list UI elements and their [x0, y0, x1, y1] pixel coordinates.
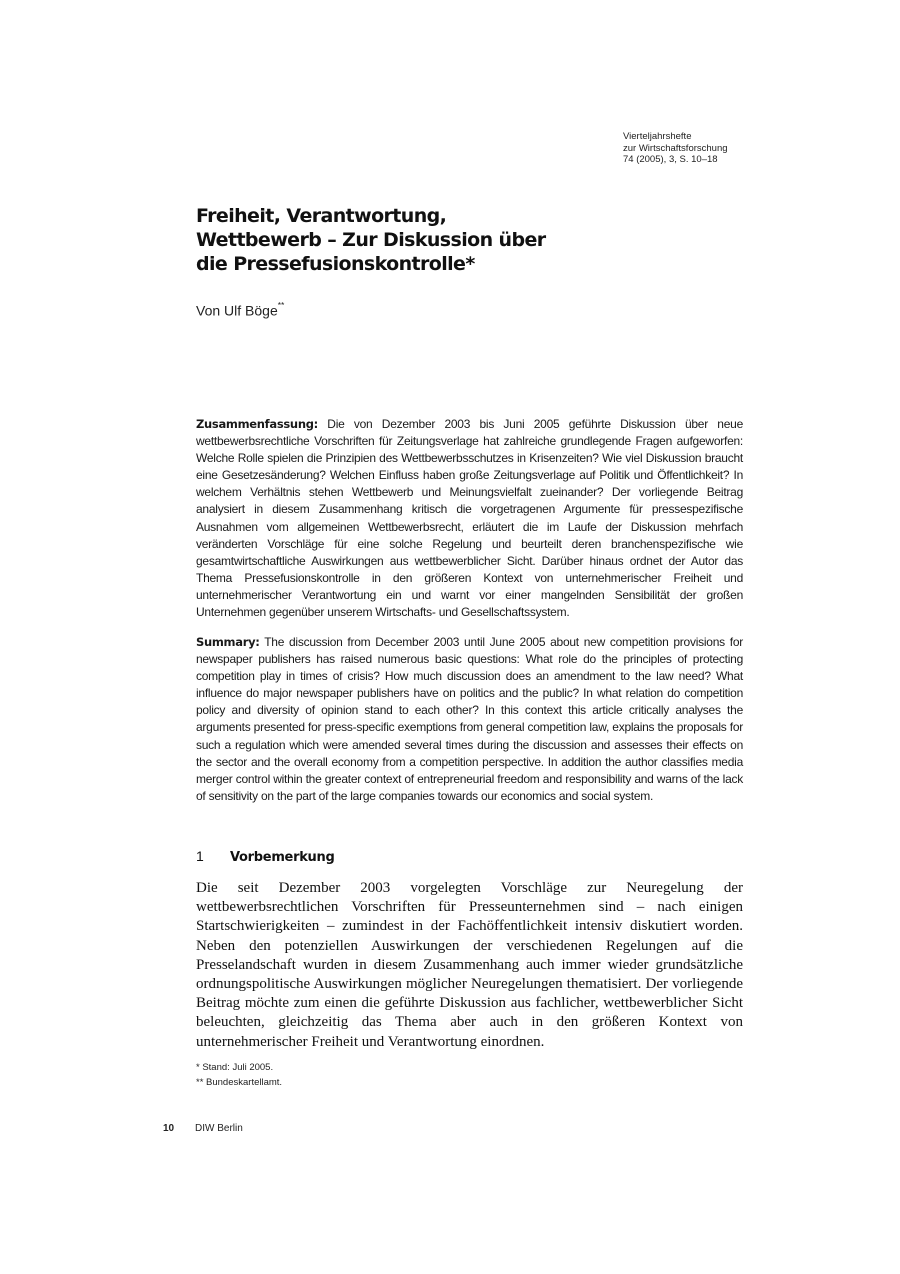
body-paragraph: Die seit Dezember 2003 vorgelegten Vorschläge zur Neuregelung der wettbewerbsrechtlichen Vorschriften für Presseunternehmen sind – nach einigen Startschwierigkeiten – zumindest in der Fachöffentlichkeit intensiv diskutiert worden. Neben den potenziellen Auswirkungen der verschiedenen Regelungen auf die Presselandschaft wurden in diesem Zusammenhang auch immer wieder grundsätzliche ordnungspolitische Auswirkungen möglicher Neuregelungen thematisiert. Der vorliegende Beitrag möchte zum einen die geführte Diskussion aus fachlicher, wettbewerblicher Sicht beleuchten, gleichzeitig das Thema aber auch in den größeren Kontext von unternehmerischer Freiheit und Verantwortung einordnen. — [196, 880, 743, 1050]
publisher-name: DIW Berlin — [195, 1123, 243, 1134]
abstract-english — [196, 634, 743, 805]
article-title — [196, 204, 616, 276]
abstract-german-text: Die von Dezember 2003 bis Juni 2005 geführte Diskussion über neue wettbewerbsrechtliche Vorschriften für Zeitungsverlage hat zahlreiche grundlegende Fragen aufgeworfen: Welche Rolle spielen die Prinzipien des Wettbewerbsschutzes in Krisenzeiten? Wie viel Diskussion braucht eine Gesetzesänderung? Welchen Einfluss haben große Zeitungsverlage auf Politik und Öffentlichkeit? In welchem Verhältnis stehen Wettbewerb und Meinungsvielfalt zueinander? Der vorliegende Beitrag analysiert in diesem Zusammenhang kritisch die vorgetragenen Argumente für pressespezifische Ausnahmen vom allgemeinen Wettbewerbsrecht, erläutert die im Laufe der Diskussion mehrfach veränderten Vorschläge für eine solche Regelung und beurteilt deren branchenspezifische wie gesamtwirtschaftliche Auswirkungen aus wettbewerblicher Sicht. Darüber hinaus ordnet der Autor das Thema Pressefusionskontrolle in den größeren Kontext von unternehmerischer Freiheit und unternehmerischer Verantwortung ein und warnt vor einer mangelnden Sensibilität der großen Unternehmen gegenüber unserem Wirtschafts- und Gesellschaftssystem. — [196, 417, 743, 620]
journal-name-line2: zur Wirtschaftsforschung — [623, 142, 728, 154]
title-line-1: Freiheit, Verantwortung, — [196, 205, 447, 227]
abstract-german — [196, 416, 743, 621]
page-number: 10 — [163, 1123, 175, 1134]
section-number: 1 — [196, 848, 204, 864]
title-line-3: die Pressefusionskontrolle* — [196, 253, 475, 275]
footnote-2: ** Bundeskartellamt. — [196, 1077, 283, 1088]
journal-reference — [623, 131, 823, 166]
journal-volume-issue: 74 (2005), 3, S. 10–18 — [623, 154, 718, 165]
abstract-english-label: Summary: — [196, 635, 260, 649]
title-line-2: Wettbewerb – Zur Diskussion über — [196, 229, 546, 251]
footnote-1: * Stand: Juli 2005. — [196, 1062, 274, 1073]
abstract-german-label: Zusammenfassung: — [196, 417, 318, 431]
abstract-english-text: The discussion from December 2003 until June 2005 about new competition provisions for newspaper publishers has raised numerous basic questions: What role do the principles of protecting competition play in times of crisis? How much discussion does an amendment to the law need? What influence do major newspaper publishers have on politics and the public? In what relation do competition policy and diversity of opinion stand to each other? In this context this article critically analyses the arguments presented for press-specific exemptions from general competition law, explains the proposals for such a regulation which were amended several times during the discussion and assesses their effects on the sector and the overall economy from a competition perspective. In addition the author classifies media merger control within the greater context of entrepreneurial freedom and responsibility and warns of the lack of sensitivity on the part of the large companies towards our economics and social system. — [196, 635, 743, 803]
author-footnote-mark: ** — [277, 300, 285, 310]
journal-name-line1: Vierteljahrshefte — [623, 131, 692, 142]
author-line — [196, 297, 284, 321]
section-title: Vorbemerkung — [230, 850, 335, 865]
author-name: Von Ulf Böge — [196, 302, 278, 319]
footnotes — [196, 1060, 282, 1090]
section-heading — [196, 847, 334, 867]
page-footer — [163, 1122, 243, 1136]
